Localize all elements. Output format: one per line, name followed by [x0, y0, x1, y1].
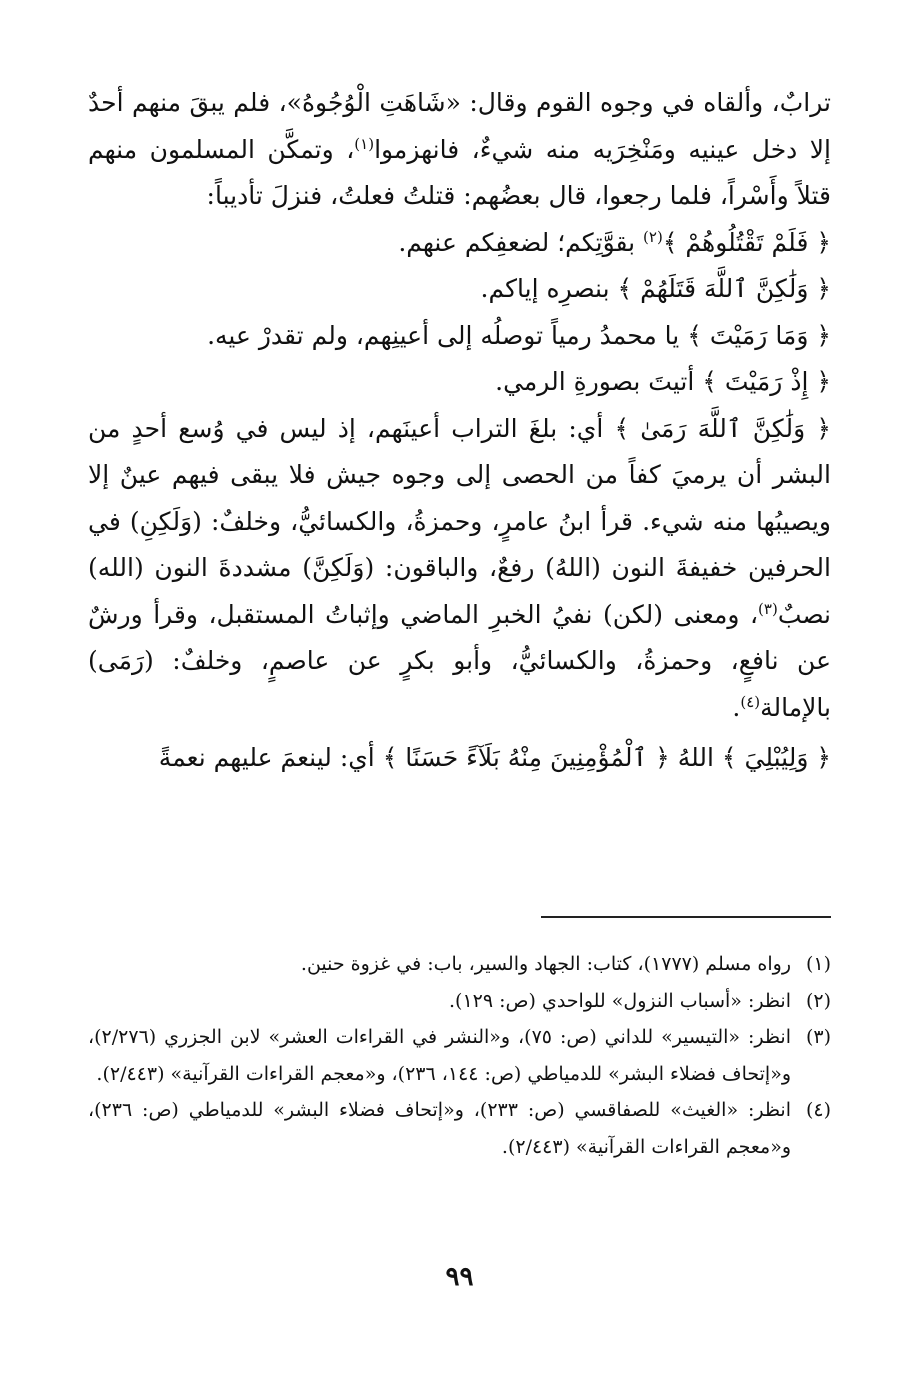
footnote-text: انظر: «التيسير» للداني (ص: ٧٥)، و«النشر في القراءات العشر» لابن الجزري (٢/٢٧٦)، و«إتحاف فضلاء البشر» للدمياطي (ص: ١٤٤، ٢٣٦)، و«معجم القراءات القرآنية» (٢/٤٤٣). — [88, 1026, 791, 1085]
verse-line-3 — [88, 313, 831, 360]
para1-text-a: ترابٌ، وألقاه في وجوه القوم وقال: «شَاهَتِ الْوُجُوهُ»، فلم يبقَ منهم أحدٌ إلا دخل عينيه ومَنْخِرَيه منه شيءٌ، فانهزموا — [88, 88, 832, 164]
verse-line-4 — [88, 359, 831, 406]
footnote-separator — [541, 916, 831, 918]
paragraph-3 — [88, 735, 831, 782]
footnote-1 — [88, 946, 831, 983]
para3-text-mid: اللهُ — [669, 743, 722, 772]
footnote-text: انظر: «الغيث» للصفاقسي (ص: ٢٣٣)، و«إتحاف فضلاء البشر» للدمياطي (ص: ٢٣٦)، و«معجم القراءات القرآنية» (٢/٤٤٣). — [88, 1099, 791, 1158]
verse-commentary: بنصرِه إياكم. — [480, 274, 618, 303]
verse-line-1 — [88, 220, 831, 267]
footnote-number: (٢) — [805, 989, 831, 1012]
footnote-number: (٤) — [805, 1099, 831, 1121]
paragraph-1 — [88, 80, 831, 220]
footnotes — [88, 946, 831, 1165]
verse-commentary: بقوَّتِكم؛ لضعفِكم عنهم. — [398, 227, 644, 257]
footnote-number: (١) — [805, 953, 831, 975]
para3-text-end: أي: لينعمَ عليهم نعمةً — [158, 743, 383, 772]
quran-verse: ﴿ إِذْ رَمَيْتَ ﴾ — [702, 367, 831, 396]
para2-text-c: . — [732, 692, 741, 722]
verse-commentary: أتيتَ بصورةِ الرمي. — [495, 367, 703, 396]
footnote-ref-1: (١) — [354, 134, 375, 153]
quran-verse: ﴿ وَلَٰكِنَّ ٱللَّهَ قَتَلَهُمْ ﴾ — [617, 274, 831, 303]
footnote-4 — [88, 1092, 831, 1165]
footnote-ref-4: (٤) — [740, 692, 761, 711]
verse-line-2 — [88, 266, 831, 313]
main-text — [88, 80, 831, 782]
quran-verse: ﴿ وَلَٰكِنَّ ٱللَّهَ رَمَىٰ ﴾ — [614, 413, 831, 443]
para1-text-b: ، وتمكَّن المسلمون منهم قتلاً وأَسْراً، فلما رجعوا، قال بعضُهم: قتلتُ فعلتُ، فنزلَ تأديباً: — [88, 134, 831, 210]
footnote-text: انظر: «أسباب النزول» للواحدي (ص: ١٢٩). — [449, 989, 791, 1012]
verse-commentary: يا محمدُ رمياً توصلُه إلى أعينِهم، ولم تقدرْ عيه. — [207, 320, 688, 350]
quran-verse: ﴿ وَمَا رَمَيْتَ ﴾ — [687, 320, 831, 350]
footnote-3 — [88, 1019, 831, 1092]
footnote-ref-2: (٢) — [643, 227, 663, 246]
quran-verse: ﴿ وَلِيُبْلِيَ ﴾ — [721, 743, 831, 772]
quran-verse: ﴿ ٱلْمُؤْمِنِينَ مِنْهُ بَلَآءً حَسَنًا ﴾ — [382, 743, 670, 772]
quran-verse: ﴿ فَلَمْ تَقْتُلُوهُمْ ﴾ — [662, 227, 831, 257]
footnote-2 — [88, 983, 831, 1020]
page-number: ٩٩ — [445, 1262, 474, 1292]
footnote-ref-3: (٣) — [758, 599, 778, 618]
footnote-number: (٣) — [805, 1026, 831, 1048]
para2-text-a: أي: بلغَ التراب أعينَهم، إذ ليس في وُسع أحدٍ من البشر أن يرميَ كفاً من الحصى إلى وجوه جيش فلا يبقى فيهم عينٌ إلا ويصيبُها منه شيء. قرأ ابنُ عامرٍ، وحمزةُ، والكسائيُّ، وخلفٌ: (وَلَكِنِ) في الحرفين خفيفةَ النون (اللهُ) رفعٌ، والباقون: (وَلَكِنَّ) مشددةَ النون (الله) نصبٌ — [88, 413, 831, 629]
para2-text-b: ، ومعنى (لكن) نفيُ الخبرِ الماضي وإثباتُ المستقبل، وقرأ ورشٌ عن نافعٍ، وحمزةُ، والكسائيُّ، وأبو بكرٍ عن عاصمٍ، وخلفٌ: (رَمَى) بالإمالة — [88, 599, 831, 722]
paragraph-2 — [88, 406, 831, 732]
footnote-text: رواه مسلم (١٧٧٧)، كتاب: الجهاد والسير، باب: في غزوة حنين. — [300, 953, 791, 975]
